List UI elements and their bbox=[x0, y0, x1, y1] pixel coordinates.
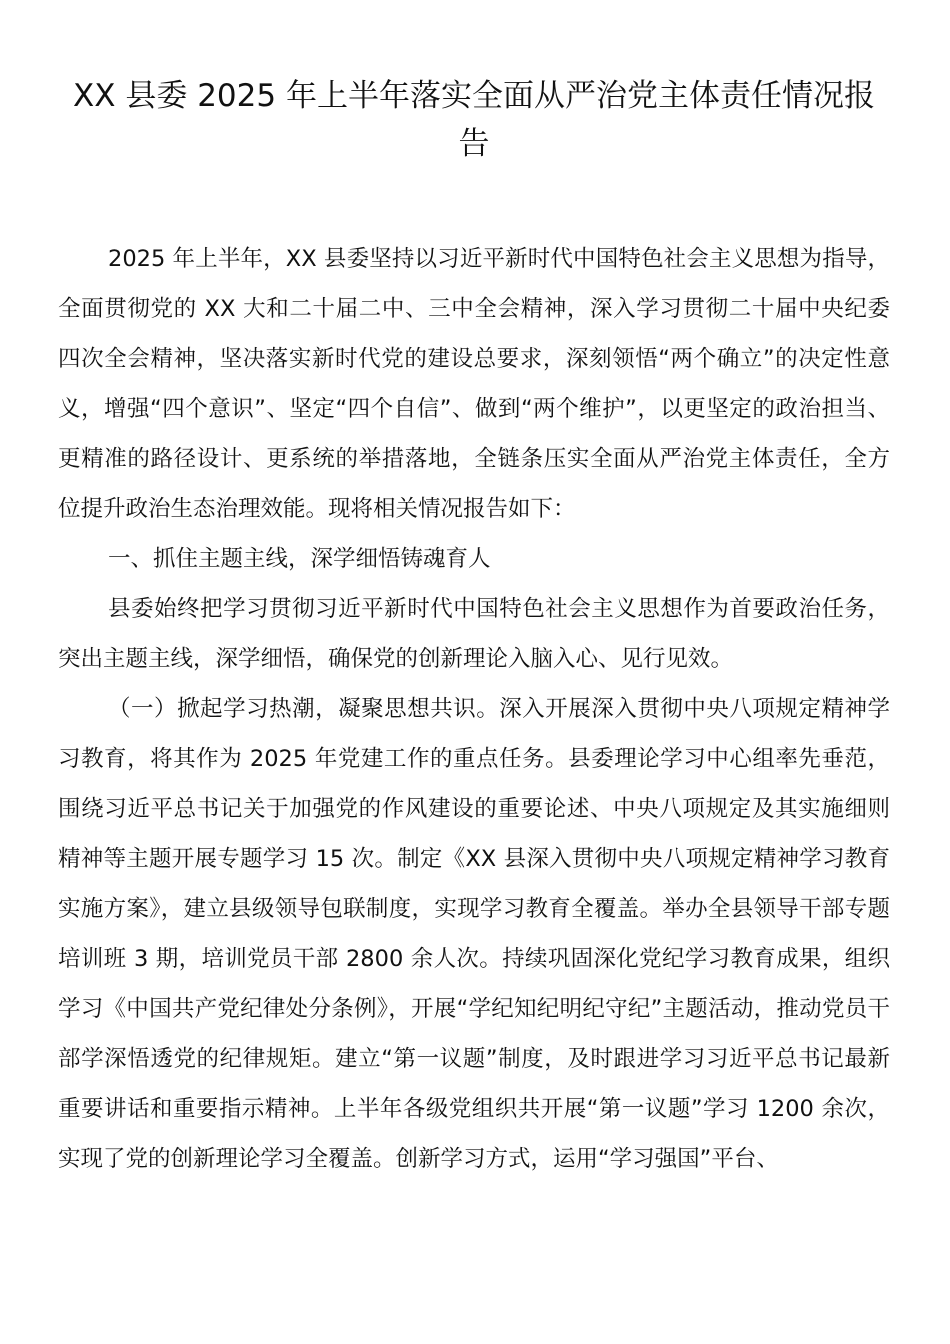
document-body bbox=[58, 234, 890, 1184]
section-heading-1: 一、抓住主题主线，深学细悟铸魂育人 bbox=[108, 546, 491, 572]
intro-paragraph: 2025 年上半年，XX 县委坚持以习近平新时代中国特色社会主义思想为指导，全面贯彻党的 XX 大和二十届二中、三中全会精神，深入学习贯彻二十届中央纪委四次全会精神，坚决落实新时代党的建设总要求，深刻领悟“两个确立”的决定性意义，增强“四个意识”、坚定“四个自信”、做到“两个维护”，以更坚定的政治担当、更精准的路径设计、更系统的举措落地，全链条压实全面从严治党主体责任，全方位提升政治生态治理效能。现将相关情况报告如下： bbox=[58, 246, 890, 522]
document-title: XX 县委 2025 年上半年落实全面从严治党主体责任情况报告 bbox=[73, 78, 875, 162]
section-1-paragraph: 县委始终把学习贯彻习近平新时代中国特色社会主义思想作为首要政治任务，突出主题主线，深学细悟，确保党的创新理论入脑入心、见行见效。 bbox=[58, 596, 890, 672]
subsection-1-paragraph: （一）掀起学习热潮，凝聚思想共识。深入开展深入贯彻中央八项规定精神学习教育，将其作为 2025 年党建工作的重点任务。县委理论学习中心组率先垂范，围绕习近平总书记关于加强党的作风建设的重要论述、中央八项规定及其实施细则精神等主题开展专题学习 15 次。制定《XX 县深入贯彻中央八项规定精神学习教育实施方案》，建立县级领导包联制度，实现学习教育全覆盖。举办全县领导干部专题培训班 3 期，培训党员干部 2800 余人次。持续巩固深化党纪学习教育成果，组织学习《中国共产党纪律处分条例》，开展“学纪知纪明纪守纪”主题活动，推动党员干部学深悟透党的纪律规矩。建立“第一议题”制度，及时跟进学习习近平总书记最新重要讲话和重要指示精神。上半年各级党组织共开展“第一议题”学习 1200 余次，实现了党的创新理论学习全覆盖。创新学习方式，运用“学习强国”平台、 bbox=[58, 696, 890, 1172]
